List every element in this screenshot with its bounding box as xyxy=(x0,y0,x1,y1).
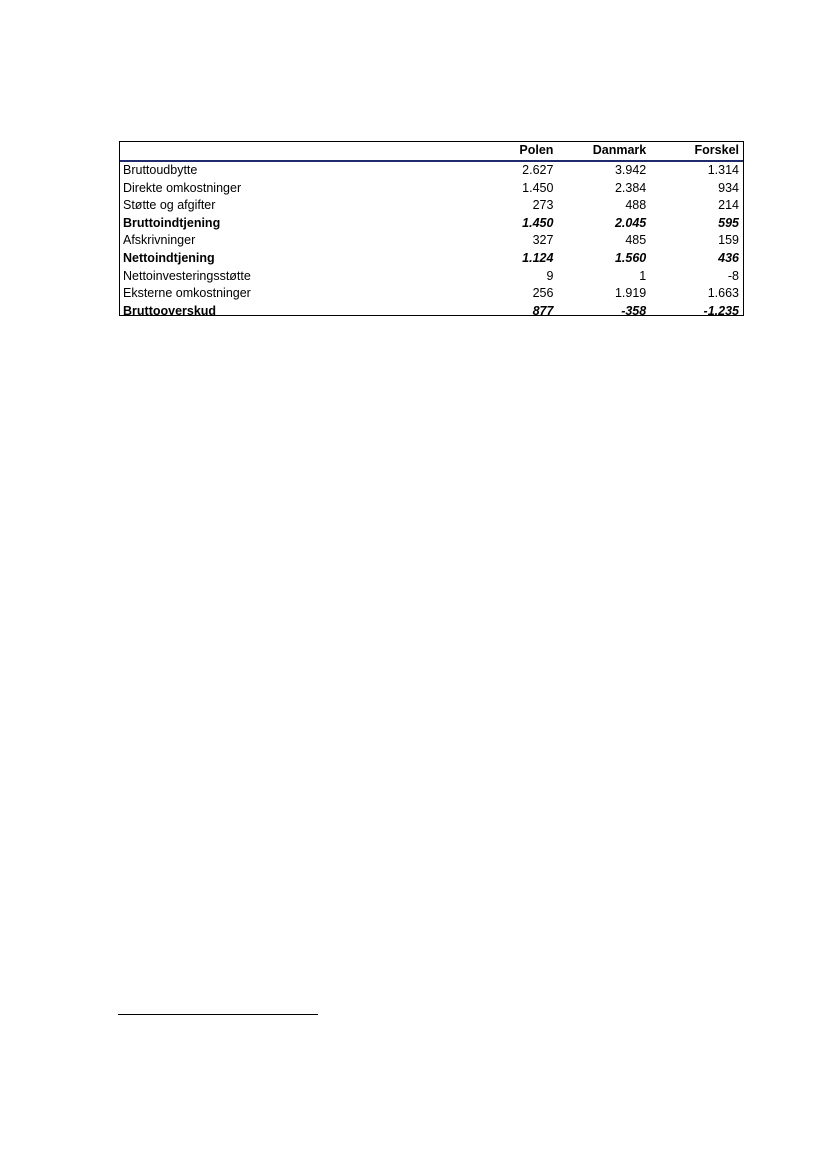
row-label: Nettoindtjening xyxy=(123,250,215,265)
cell-polen: 256 xyxy=(532,286,554,301)
cell-forskel: -1.235 xyxy=(703,303,739,318)
table-body xyxy=(120,161,743,320)
cell-forskel: 595 xyxy=(718,215,739,230)
cell-forskel: 436 xyxy=(718,250,739,265)
cell-danmark: 1.919 xyxy=(614,286,647,301)
table-row xyxy=(120,303,743,321)
cell-polen: 1.450 xyxy=(522,180,554,195)
cell-forskel: -8 xyxy=(727,268,739,283)
table-row xyxy=(120,285,743,303)
table-row xyxy=(120,250,743,268)
row-label: Direkte omkostninger xyxy=(123,180,242,195)
cell-danmark: 2.384 xyxy=(614,180,647,195)
cell-forskel: 159 xyxy=(718,233,739,248)
cell-polen: 1.450 xyxy=(522,215,554,230)
table-row xyxy=(120,180,743,198)
header-polen: Polen xyxy=(508,142,557,161)
cell-polen: 877 xyxy=(532,303,554,318)
table-row xyxy=(120,232,743,250)
header-label xyxy=(120,142,508,161)
table-header-row xyxy=(120,142,743,161)
cell-danmark: 1 xyxy=(639,268,647,283)
cell-forskel: 1.314 xyxy=(707,163,739,177)
comparison-table xyxy=(120,142,743,320)
header-forskel: Forskel xyxy=(650,142,743,161)
table-row xyxy=(120,197,743,215)
cell-polen: 273 xyxy=(532,198,554,213)
cell-danmark: 3.942 xyxy=(614,163,647,177)
header-danmark: Danmark xyxy=(557,142,650,161)
footnote-separator xyxy=(118,1014,318,1015)
row-label: Bruttoindtjening xyxy=(123,215,221,230)
cell-polen: 9 xyxy=(546,268,554,283)
table-row xyxy=(120,215,743,233)
row-label: Afskrivninger xyxy=(123,233,196,248)
cell-forskel: 1.663 xyxy=(707,286,739,301)
row-label: Bruttoudbytte xyxy=(123,163,198,177)
cell-danmark: 485 xyxy=(625,233,647,248)
cell-danmark: 1.560 xyxy=(614,250,647,265)
table-row xyxy=(120,161,743,180)
cell-polen: 2.627 xyxy=(522,163,554,177)
cell-polen: 1.124 xyxy=(522,250,554,265)
row-label: Eksterne omkostninger xyxy=(123,286,251,301)
cell-forskel: 934 xyxy=(718,180,739,195)
cell-danmark: 2.045 xyxy=(614,215,647,230)
cell-danmark: 488 xyxy=(625,198,647,213)
row-label: Støtte og afgifter xyxy=(123,198,216,213)
cell-danmark: -358 xyxy=(621,303,647,318)
row-label: Bruttooverskud xyxy=(123,303,217,318)
cell-forskel: 214 xyxy=(718,198,739,213)
table-row xyxy=(120,268,743,286)
row-label: Nettoinvesteringsstøtte xyxy=(123,268,251,283)
cell-polen: 327 xyxy=(532,233,554,248)
comparison-table-box xyxy=(119,141,744,316)
